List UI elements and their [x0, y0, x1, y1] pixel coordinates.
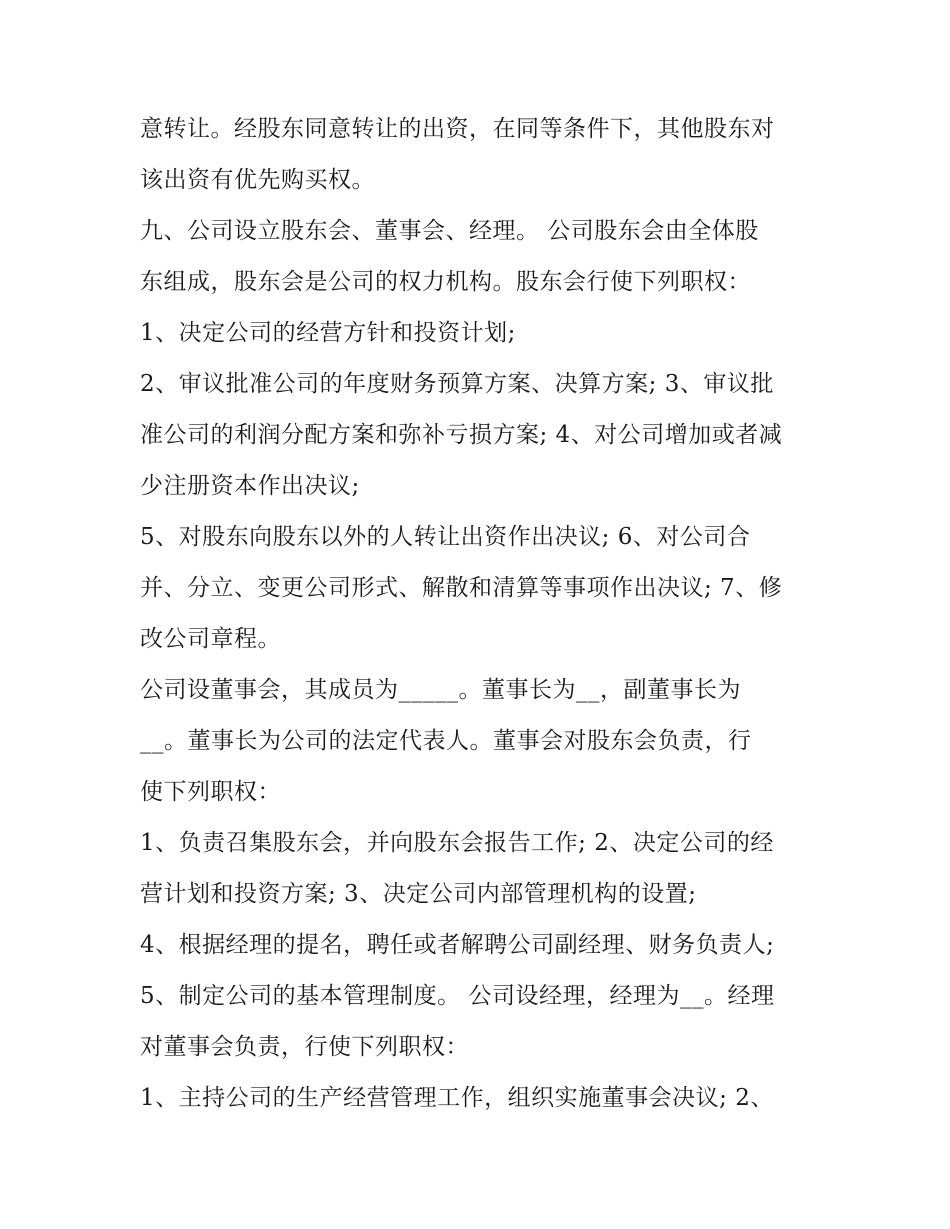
- text-line: 并、分立、变更公司形式、解散和清算等事项作出决议; 7、修: [140, 575, 783, 601]
- text-line: 1、主持公司的生产经营管理工作，组织实施董事会决议; 2、: [140, 1085, 774, 1111]
- text-line: 5、对股东向股东以外的人转让出资作出决议; 6、对公司合: [140, 524, 751, 550]
- text-line: 意转让。经股东同意转让的出资，在同等条件下，其他股东对: [140, 116, 775, 142]
- text-line: 使下列职权：: [140, 779, 281, 805]
- text-line: 对董事会负责，行使下列职权：: [140, 1034, 469, 1060]
- text-line: 2、审议批准公司的年度财务预算方案、决算方案; 3、审议批: [140, 371, 774, 397]
- text-line: 1、决定公司的经营方针和投资计划;: [140, 320, 516, 346]
- text-line: 营计划和投资方案; 3、决定公司内部管理机构的设置;: [140, 881, 697, 907]
- text-line: 5、制定公司的基本管理制度。 公司设经理，经理为__。经理: [140, 983, 775, 1009]
- text-line: 该出资有优先购买权。: [140, 167, 375, 193]
- document-body: [140, 104, 830, 1124]
- text-line: 少注册资本作出决议;: [140, 473, 360, 499]
- text-line: 九、公司设立股东会、董事会、经理。 公司股东会由全体股: [140, 218, 759, 244]
- text-line: 1、负责召集股东会，并向股东会报告工作; 2、决定公司的经: [140, 830, 774, 856]
- text-line: 4、根据经理的提名，聘任或者解聘公司副经理、财务负责人;: [140, 932, 775, 958]
- text-line: 公司设董事会，其成员为_____。董事长为__，副董事长为: [140, 677, 741, 703]
- text-line: __。董事长为公司的法定代表人。董事会对股东会负责，行: [140, 728, 752, 754]
- text-line: 准公司的利润分配方案和弥补亏损方案; 4、对公司增加或者减: [140, 422, 783, 448]
- text-line: 东组成，股东会是公司的权力机构。股东会行使下列职权：: [140, 269, 751, 295]
- text-line: 改公司章程。: [140, 626, 281, 652]
